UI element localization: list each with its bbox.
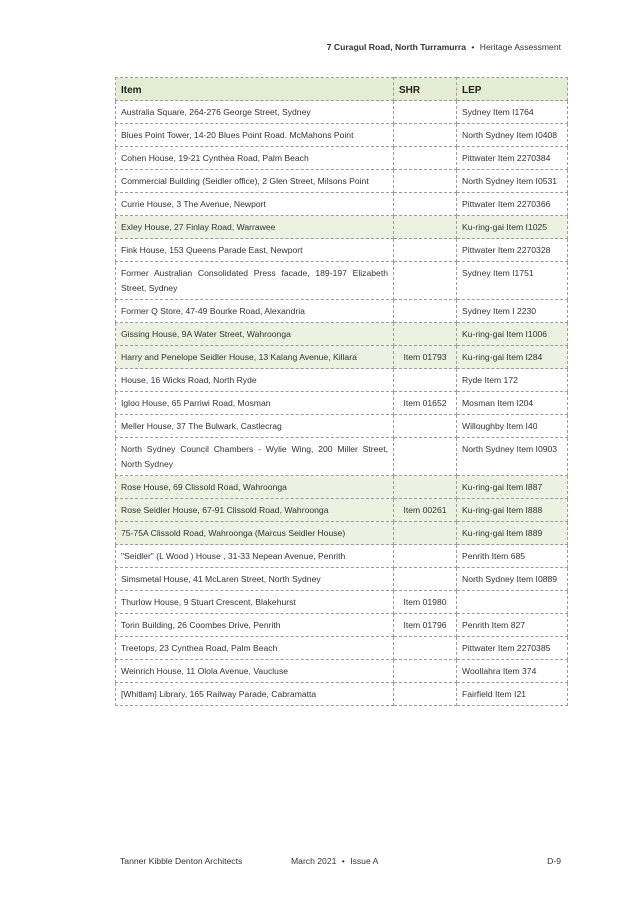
cell-item: Thurlow House, 9 Stuart Crescent, Blakehurst: [116, 591, 394, 614]
column-header-shr: SHR: [394, 78, 457, 101]
cell-shr: [394, 637, 457, 660]
table-row: [116, 216, 568, 239]
cell-item: "Seidler" (L Wood ) House , 31-33 Nepean Avenue, Penrith: [116, 545, 394, 568]
cell-item: Cohen House, 19-21 Cynthea Road, Palm Beach: [116, 147, 394, 170]
cell-lep: Ryde Item 172: [457, 369, 568, 392]
cell-item: Exley House, 27 Finlay Road, Warrawee: [116, 216, 394, 239]
cell-item: Commercial Building (Seidler office), 2 Glen Street, Milsons Point: [116, 170, 394, 193]
cell-shr: [394, 568, 457, 591]
footer-date: March 2021: [291, 856, 337, 866]
table-row: [116, 239, 568, 262]
cell-shr: Item 01796: [394, 614, 457, 637]
cell-lep: Sydney Item I 2230: [457, 300, 568, 323]
cell-lep: North Sydney Item I0408: [457, 124, 568, 147]
cell-lep: North Sydney Item I0903: [457, 438, 568, 476]
cell-shr: [394, 660, 457, 683]
table-body: [116, 101, 568, 706]
footer-issue: Issue A: [350, 856, 379, 866]
table-row: [116, 262, 568, 300]
table-row: [116, 499, 568, 522]
header-title: 7 Curagul Road, North Turramurra: [326, 42, 466, 52]
header-subtitle: Heritage Assessment: [479, 42, 561, 52]
cell-item: Meller House, 37 The Bulwark, Castlecrag: [116, 415, 394, 438]
cell-item: Treetops, 23 Cynthea Road, Palm Beach: [116, 637, 394, 660]
cell-shr: Item 00261: [394, 499, 457, 522]
table-row: [116, 476, 568, 499]
cell-lep: Ku-ring-gai Item I1025: [457, 216, 568, 239]
footer-company: Tanner Kibble Denton Architects: [120, 856, 243, 866]
table-row: [116, 323, 568, 346]
heritage-items-table: [115, 77, 568, 706]
table-row: [116, 568, 568, 591]
table-row: [116, 522, 568, 545]
table-row: [116, 545, 568, 568]
header-separator: •: [471, 42, 475, 52]
cell-item: [Whitlam] Library, 165 Railway Parade, Cabramatta: [116, 683, 394, 706]
cell-lep: Ku-ring-gai Item I888: [457, 499, 568, 522]
table-header-row: [116, 78, 568, 101]
table-row: [116, 369, 568, 392]
cell-item: Harry and Penelope Seidler House, 13 Kalang Avenue, Killara: [116, 346, 394, 369]
table-row: [116, 438, 568, 476]
cell-shr: [394, 683, 457, 706]
cell-shr: [394, 369, 457, 392]
table-row: [116, 124, 568, 147]
cell-shr: [394, 170, 457, 193]
cell-lep: Ku-ring-gai Item I284: [457, 346, 568, 369]
cell-item: Fink House, 153 Queens Parade East, Newport: [116, 239, 394, 262]
table-row: [116, 300, 568, 323]
cell-item: Blues Point Tower, 14-20 Blues Point Road. McMahons Point: [116, 124, 394, 147]
cell-shr: [394, 101, 457, 124]
table-row: [116, 660, 568, 683]
cell-shr: Item 01793: [394, 346, 457, 369]
cell-item: North Sydney Council Chambers - Wylie Wing, 200 Miller Street, North Sydney: [116, 438, 394, 476]
cell-item: Igloo House, 65 Parriwi Road, Mosman: [116, 392, 394, 415]
table-row: [116, 193, 568, 216]
cell-lep: Pittwater Item 2270328: [457, 239, 568, 262]
cell-item: 75-75A Clissold Road, Wahroonga (Marcus Seidler House): [116, 522, 394, 545]
cell-lep: North Sydney Item I0889: [457, 568, 568, 591]
cell-lep: Pittwater Item 2270385: [457, 637, 568, 660]
cell-lep: Fairfield Item I21: [457, 683, 568, 706]
cell-shr: [394, 262, 457, 300]
cell-lep: Sydney Item I1764: [457, 101, 568, 124]
cell-shr: [394, 193, 457, 216]
cell-item: Former Australian Consolidated Press facade, 189-197 Elizabeth Street, Sydney: [116, 262, 394, 300]
cell-lep: North Sydney Item I0531: [457, 170, 568, 193]
cell-lep: Woollahra Item 374: [457, 660, 568, 683]
table-row: [116, 170, 568, 193]
column-header-lep: LEP: [457, 78, 568, 101]
cell-lep: Ku-ring-gai Item I1006: [457, 323, 568, 346]
footer-page-number: D-9: [547, 856, 561, 866]
cell-item: Simsmetal House, 41 McLaren Street, North Sydney: [116, 568, 394, 591]
cell-lep: Mosman Item I204: [457, 392, 568, 415]
cell-shr: [394, 239, 457, 262]
cell-item: Gissing House, 9A Water Street, Wahroonga: [116, 323, 394, 346]
cell-item: Rose House, 69 Clissold Road, Wahroonga: [116, 476, 394, 499]
page-header: [327, 42, 561, 52]
cell-shr: [394, 415, 457, 438]
cell-shr: [394, 147, 457, 170]
cell-item: Currie House, 3 The Avenue, Newport: [116, 193, 394, 216]
cell-lep: Pittwater Item 2270384: [457, 147, 568, 170]
table-row: [116, 346, 568, 369]
table-row: [116, 101, 568, 124]
table-row: [116, 392, 568, 415]
table-row: [116, 683, 568, 706]
cell-lep: Penrith Item 685: [457, 545, 568, 568]
column-header-item: Item: [116, 78, 394, 101]
cell-shr: [394, 476, 457, 499]
cell-shr: Item 01652: [394, 392, 457, 415]
table-row: [116, 637, 568, 660]
table-row: [116, 147, 568, 170]
table-row: [116, 591, 568, 614]
cell-shr: [394, 438, 457, 476]
cell-item: Weinrich House, 11 Olola Avenue, Vaucluse: [116, 660, 394, 683]
cell-lep: Ku-ring-gai Item I889: [457, 522, 568, 545]
cell-shr: [394, 522, 457, 545]
cell-item: Rose Seidler House, 67-91 Clissold Road, Wahroonga: [116, 499, 394, 522]
cell-shr: [394, 545, 457, 568]
cell-item: Former Q Store, 47-49 Bourke Road, Alexandria: [116, 300, 394, 323]
cell-shr: Item 01980: [394, 591, 457, 614]
cell-lep: Sydney Item I1751: [457, 262, 568, 300]
cell-lep: Ku-ring-gai Item I887: [457, 476, 568, 499]
table-row: [116, 415, 568, 438]
cell-shr: [394, 300, 457, 323]
table-row: [116, 614, 568, 637]
cell-lep: Willoughby Item I40: [457, 415, 568, 438]
cell-shr: [394, 216, 457, 239]
cell-item: House, 16 Wicks Road, North Ryde: [116, 369, 394, 392]
cell-shr: [394, 124, 457, 147]
cell-item: Torin Building, 26 Coombes Drive, Penrith: [116, 614, 394, 637]
cell-item: Australia Square, 264-276 George Street, Sydney: [116, 101, 394, 124]
cell-lep: [457, 591, 568, 614]
cell-lep: Penrith Item 827: [457, 614, 568, 637]
cell-shr: [394, 323, 457, 346]
footer-separator: •: [341, 856, 345, 866]
cell-lep: Pittwater Item 2270366: [457, 193, 568, 216]
footer-date-issue: [291, 856, 378, 866]
